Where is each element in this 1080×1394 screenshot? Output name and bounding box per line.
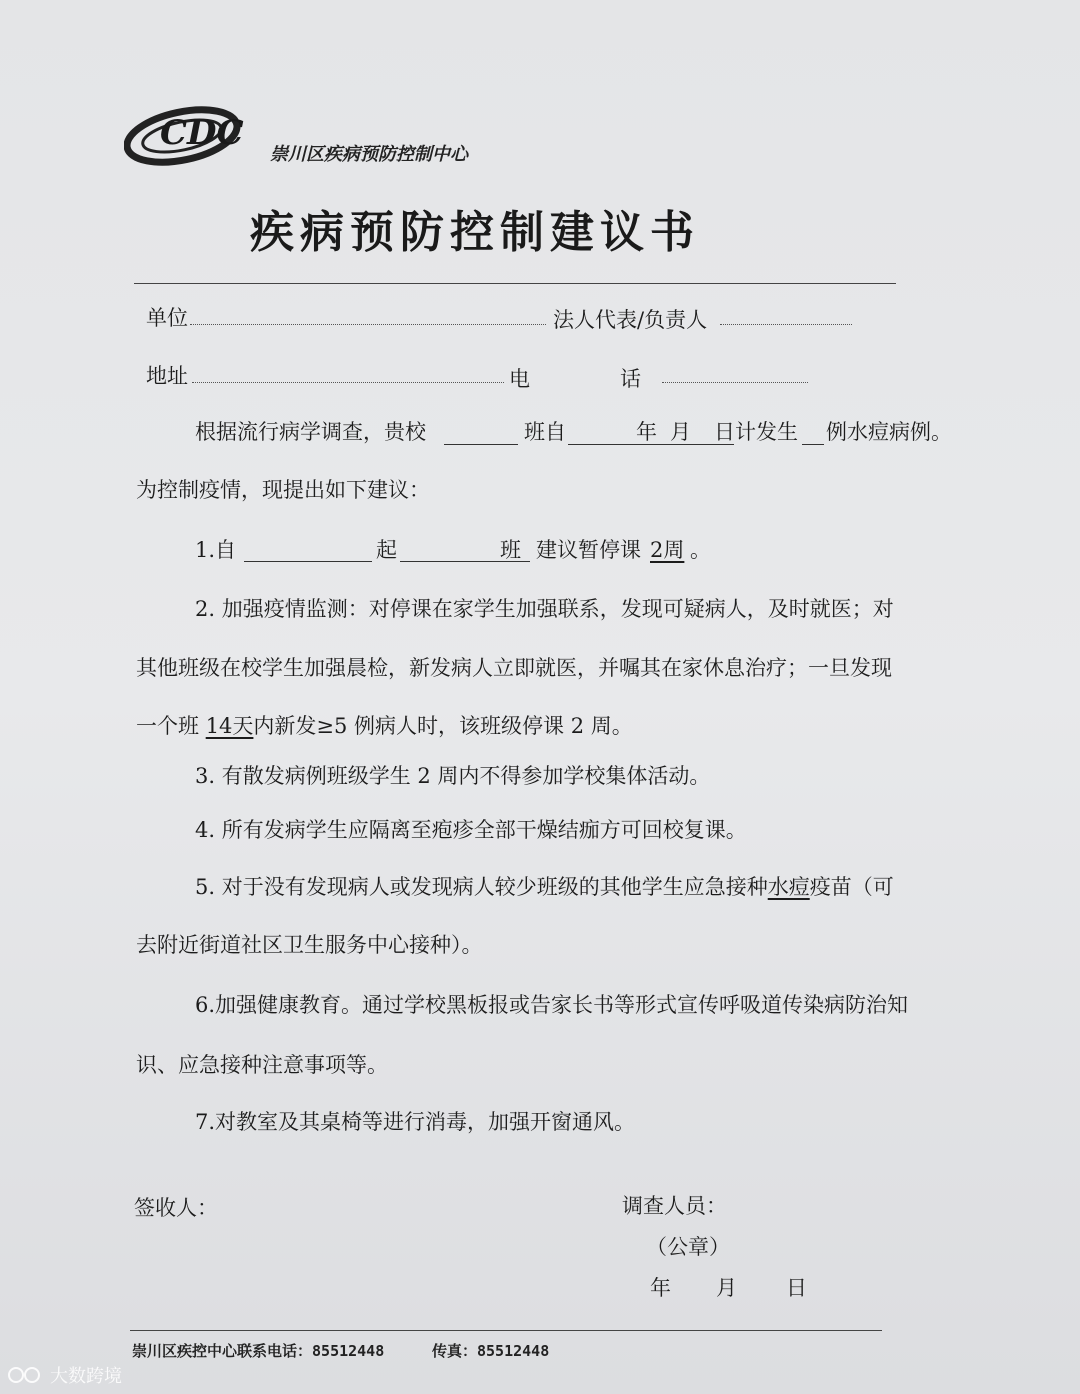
unit-label: 单位 [146, 306, 188, 330]
intro-b: 班自 [524, 420, 566, 444]
intro-a: 根据流行病学调查，贵校 [195, 420, 426, 444]
item1-d: 建议暂停课 [536, 538, 641, 562]
item2-line2: 其他班级在校学生加强晨检，新发病人立即就医，并嘱其在家休息治疗；一旦发现 [136, 656, 892, 680]
item6-line2: 识、应急接种注意事项等。 [136, 1053, 388, 1077]
item1-start-blank[interactable] [244, 561, 372, 562]
phone-label-1: 电 [509, 367, 530, 391]
item1-b: 起 [376, 538, 397, 562]
title-divider [134, 283, 896, 284]
footer-fax: 传真：85512448 [432, 1342, 550, 1360]
school-class-blank[interactable] [444, 444, 518, 445]
item4: 4. 所有发病学生应隔离至疱疹全部干燥结痂方可回校复课。 [195, 818, 747, 842]
org-name: 崇川区疾病预防控制中心 [270, 144, 468, 165]
phone-label-2: 话 [620, 367, 641, 391]
item1-e: 2周 [650, 538, 685, 562]
item5-line2: 去附近街道社区卫生服务中心接种）。 [136, 933, 483, 957]
address-field[interactable] [192, 382, 504, 383]
legal-rep-field[interactable] [720, 324, 852, 325]
svg-text:CDC: CDC [160, 113, 244, 153]
sign-day: 日 [786, 1276, 807, 1300]
item3: 3. 有散发病例班级学生 2 周内不得参加学校集体活动。 [195, 764, 711, 788]
phone-field[interactable] [662, 382, 808, 383]
item1-c: 班 [500, 538, 521, 562]
item7: 7.对教室及其桌椅等进行消毒，加强开窗通风。 [195, 1110, 636, 1134]
item5-line1: 5. 对于没有发现病人或发现病人较少班级的其他学生应急接种水痘疫苗（可 [195, 875, 894, 899]
date-blank[interactable] [568, 444, 734, 445]
watermark [6, 1362, 122, 1388]
item6-line1: 6.加强健康教育。通过学校黑板报或告家长书等形式宣传呼吸道传染病防治知 [195, 993, 909, 1017]
item1-f: 。 [690, 538, 711, 562]
address-label: 地址 [146, 364, 188, 388]
watermark-logo-icon [6, 1364, 46, 1386]
sign-month: 月 [716, 1276, 737, 1300]
receiver-label: 签收人： [134, 1196, 218, 1220]
unit-field[interactable] [190, 324, 546, 325]
watermark-text: 大数跨境 [50, 1366, 122, 1387]
item1-a: 1.自 [195, 538, 237, 562]
cdc-logo-icon [124, 100, 252, 166]
sign-year: 年 [650, 1276, 671, 1300]
footer-divider [130, 1330, 882, 1331]
intro-day: 日计发生 [714, 420, 798, 444]
document-title: 疾病预防控制建议书 [250, 207, 700, 258]
intro-p2: 为控制疫情，现提出如下建议： [136, 478, 430, 502]
case-count-blank[interactable] [802, 444, 824, 445]
seal-label: （公章） [646, 1235, 730, 1259]
investigator-label: 调查人员： [622, 1194, 727, 1218]
footer-contact: 崇川区疾控中心联系电话：85512448 [132, 1342, 385, 1360]
item2-line3: 一个班 14天内新发≥5 例病人时，该班级停课 2 周。 [136, 714, 633, 738]
intro-year: 年 [636, 420, 657, 444]
intro-month: 月 [670, 420, 691, 444]
legal-rep-label: 法人代表/负责人 [553, 308, 708, 332]
intro-f: 例水痘病例。 [826, 420, 952, 444]
item2-line1: 2. 加强疫情监测：对停课在家学生加强联系，发现可疑病人，及时就医；对 [195, 597, 894, 621]
